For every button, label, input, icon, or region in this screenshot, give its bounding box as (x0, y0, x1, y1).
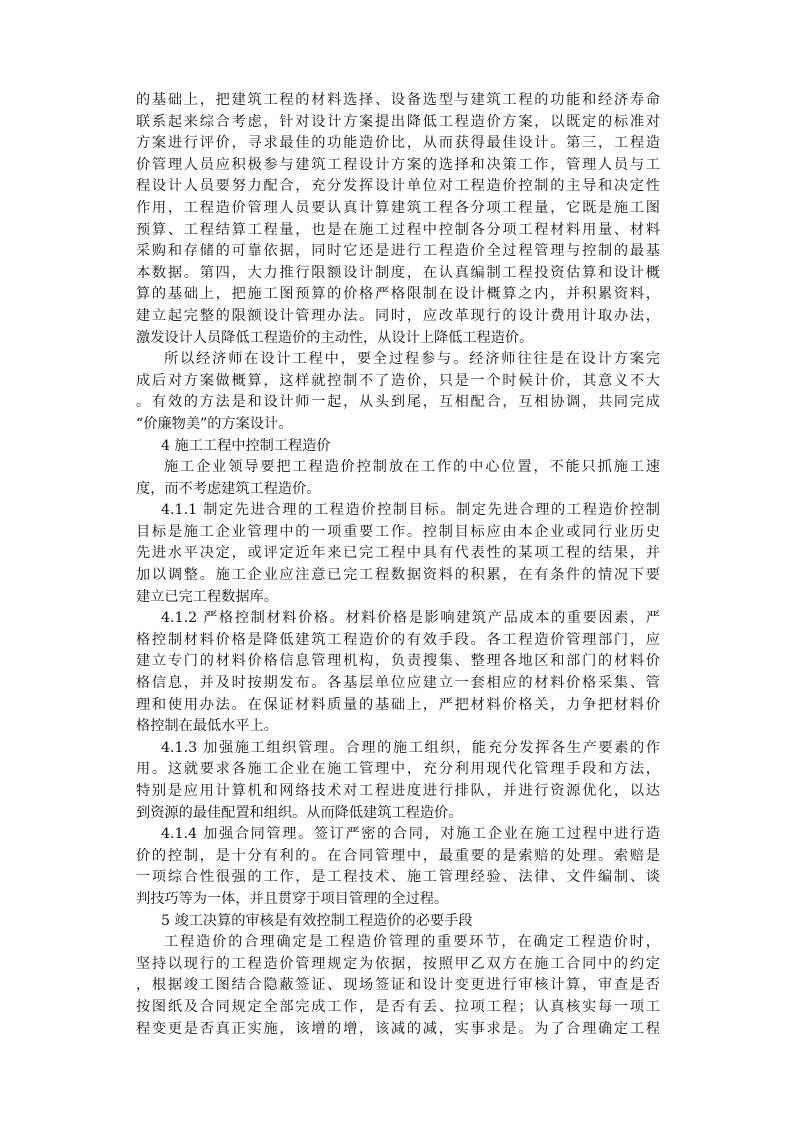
text-line: 4.1.4 加强合同管理。签订严密的合同，对施工企业在施工过程中进行造 (161, 826, 660, 843)
text-line: 坚持以现行的工程造价管理规定为依据，按照甲乙双方在施工合同中的约定 (136, 955, 660, 972)
document-body (136, 90, 660, 1040)
text-line: 判技巧等为一体，并且贯穿于项目管理的全过程。 (136, 890, 449, 907)
text-line: 到资源的最佳配置和组织。从而降低建筑工程造价。 (136, 804, 463, 821)
text-line: 目标是施工企业管理中的一项重要工作。控制目标应由本企业或同行业历史 (136, 523, 660, 540)
text-line: 本数据。第四，大力推行限额设计制度，在认真编制工程投资估算和设计概 (136, 264, 660, 281)
text-line: 4.1.3 加强施工组织管理。合理的施工组织，能充分发挥各生产要素的作 (161, 739, 660, 756)
text-line: 激发设计人员降低工程造价的主动性，从设计上降低工程造价。 (136, 329, 534, 346)
text-line: 特别是应用计算机和网络技术对工程进度进行排队，并进行资源优化，以达 (136, 783, 660, 799)
text-line: 建立起完整的限额设计管理办法。同时，应改革现行的设计费用计取办法， (136, 307, 660, 324)
text-line: 用。这就要求各施工企业在施工管理中，充分利用现代化管理手段和方法， (136, 761, 660, 778)
text-line: 施工企业领导要把工程造价控制放在工作的中心位置，不能只抓施工速 (164, 459, 660, 476)
text-line: 4.1.2 严格控制材料价格。材料价格是影响建筑产品成本的重要因素，严 (161, 610, 660, 627)
text-line: 价管理人员应积极参与建筑工程设计方案的选择和决策工作，管理人员与工 (136, 156, 660, 173)
text-line: 格控制材料价格是降低建筑工程造价的有效手段。各工程造价管理部门，应 (136, 631, 660, 648)
text-line: 建立已完工程数据库。 (136, 588, 278, 605)
text-line: 先进水平决定，或评定近年来已完工程中具有代表性的某项工程的结果，并 (136, 545, 660, 562)
text-line: 度，而不考虑建筑工程造价。 (136, 480, 321, 497)
text-line: 按图纸及合同规定全部完成工作，是否有丢、拉项工程；认真核实每一项工 (136, 998, 660, 1015)
text-line: 一项综合性很强的工作，是工程技术、施工管理经验、法律、文件编制、谈 (136, 869, 660, 886)
text-line: 程设计人员要努力配合，充分发挥设计单位对工程造价控制的主导和决定性 (136, 178, 660, 195)
text-line: 价的控制，是十分有利的。在合同管理中，最重要的是索赔的处理。索赔是 (136, 847, 660, 864)
text-line: 理和使用办法。在保证材料质量的基础上，严把材料价格关，力争把材料价 (136, 696, 660, 713)
text-line: 4.1.1 制定先进合理的工程造价控制目标。制定先进合理的工程造价控制 (161, 502, 660, 519)
text-line: 建立专门的材料价格信息管理机构，负责搜集、整理各地区和部门的材料价 (136, 653, 660, 670)
text-line: 作用，工程造价管理人员要认真计算建筑工程各分项工程量，它既是施工图 (136, 199, 660, 216)
text-line: 的基础上，把建筑工程的材料选择、设备选型与建筑工程的功能和经济寿命 (136, 92, 660, 108)
text-line: “价廉物美”的方案设计。 (136, 415, 293, 432)
section-heading: 4 施工工程中控制工程造价 (161, 437, 331, 454)
text-line: 工程造价的合理确定是工程造价管理的重要环节，在确定工程造价时， (164, 934, 660, 951)
text-line: 采购和存储的可靠依据，同时它还是进行工程造价全过程管理与控制的最基 (136, 243, 660, 260)
text-line: 所以经济师在设计工程中，要全过程参与。经济师往往是在设计方案完 (164, 351, 660, 368)
text-line: 方案进行评价，寻求最佳的功能造价比，从而获得最佳设计。第三，工程造 (136, 135, 660, 152)
text-line: 算的基础上，把施工图预算的价格严格限制在设计概算之内，并积累资料， (136, 286, 660, 303)
text-line: 程变更是否真正实施，该增的增，该减的减，实事求是。为了合理确定工程 (136, 1020, 660, 1037)
text-line: 加以调整。施工企业应注意已完工程数据资料的积累，在有条件的情况下要 (136, 567, 660, 584)
text-line: 格信息，并及时按期发布。各基层单位应建立一套相应的材料价格采集、管 (136, 675, 660, 692)
text-line: 预算、工程结算工程量，也是在施工过程中控制各分项工程材料用量、材料 (136, 221, 660, 238)
section-heading: 5 竣工决算的审核是有效控制工程造价的必要手段 (161, 912, 473, 929)
text-line: 成后对方案做概算，这样就控制不了造价，只是一个时候计价，其意义不大 (136, 372, 660, 389)
text-line: 格控制在最低水平上。 (136, 718, 278, 735)
text-line: 。有效的方法是和设计师一起，从头到尾，互相配合，互相协调，共同完成 (136, 394, 660, 411)
text-line: ，根据竣工图结合隐蔽签证、现场签证和设计变更进行审核计算，审查是否 (136, 977, 660, 994)
text-line: 联系起来综合考虑，针对设计方案提出降低工程造价方案，以既定的标准对 (136, 113, 660, 130)
